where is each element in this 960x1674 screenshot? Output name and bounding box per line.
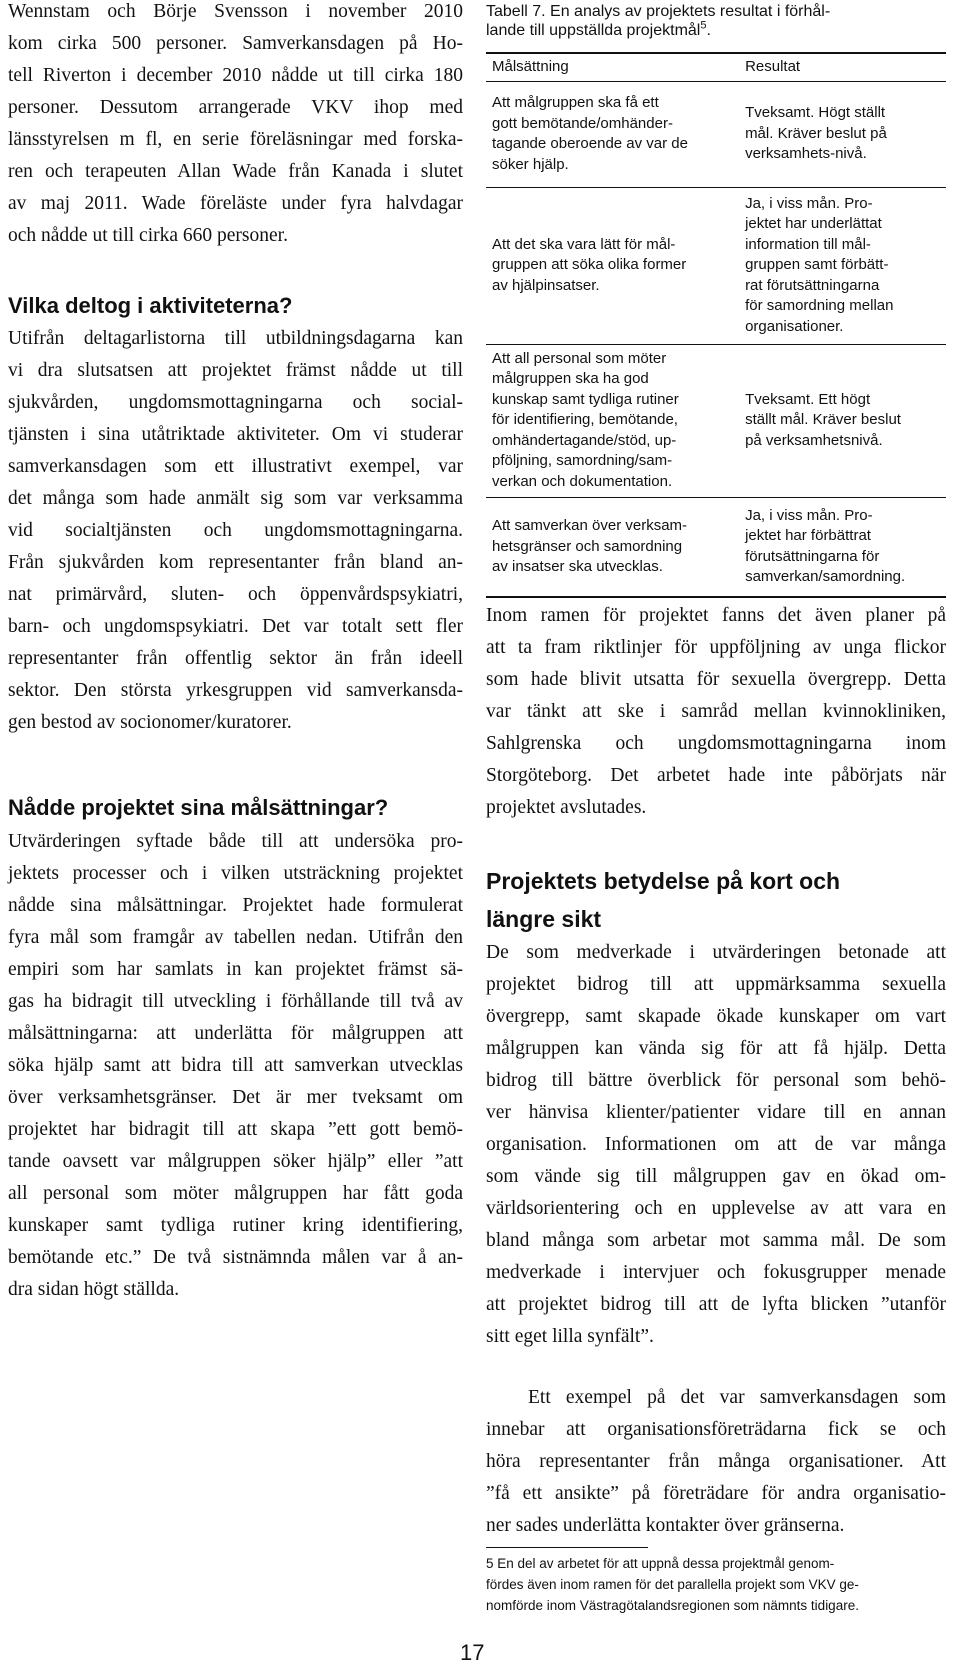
text-line: att ta fram riktlinjer för uppföljning av unga flickor bbox=[486, 637, 946, 658]
cell-line: Att all personal som möter bbox=[492, 349, 667, 367]
text-line: Utifrån deltagarlistorna till utbildningsdagarna kan bbox=[8, 328, 463, 349]
cell-line: Ja, i viss mån. Pro- bbox=[745, 506, 873, 524]
text-line: och nådde ut till cirka 660 personer. bbox=[8, 225, 288, 246]
cell-line: kunskap samt tydliga rutiner bbox=[492, 390, 679, 408]
cell-line: verkan och dokumentation. bbox=[492, 472, 673, 490]
cell-line: Tveksamt. Högt ställt bbox=[745, 104, 886, 122]
text-line: vi dra slutsatsen att projektet främst nådde ut till bbox=[8, 360, 463, 381]
text-line: vid socialtjänsten och ungdomsmottagningarna. bbox=[8, 520, 463, 541]
text-line: övergrepp, samt skapade ökade kunskaper om vart bbox=[486, 1006, 946, 1027]
cell-line: mål. Kräver beslut på bbox=[745, 124, 887, 142]
text-line: projektet bidrog till att uppmärksamma sexuella bbox=[486, 974, 946, 995]
cell-line: för identifiering, bemötande, bbox=[492, 411, 678, 429]
text-line: nådde sina målsättningar. Projektet hade formulerat bbox=[8, 895, 463, 916]
text-line: dra sidan högt ställda. bbox=[8, 1279, 180, 1300]
section-heading-participants: Vilka deltog i aktiviteterna? bbox=[8, 293, 293, 318]
cell-line: information till mål- bbox=[745, 235, 871, 253]
text-line: sjukvården, ungdomsmottagningarna och social- bbox=[8, 392, 463, 413]
text-line: höra representanter från många organisationer. Att bbox=[486, 1451, 946, 1472]
text-line: Utvärderingen syftade både till att undersöka pro- bbox=[8, 831, 463, 852]
goal-cell bbox=[486, 497, 739, 597]
participants-paragraph bbox=[8, 323, 463, 739]
table-row bbox=[486, 344, 946, 497]
text-line: ”få ett ansikte” på företrädare för andra organisatio- bbox=[486, 1483, 946, 1504]
impact-paragraph bbox=[486, 937, 946, 1353]
footnote-marker: 5 bbox=[700, 19, 707, 32]
cell-line: tagande oberoende av var de bbox=[492, 135, 688, 152]
cell-line: Att samverkan över verksam- bbox=[492, 517, 688, 534]
result-cell bbox=[739, 344, 946, 497]
cell-line: på verksamhetsnivå. bbox=[745, 431, 883, 449]
text-line: Sahlgrenska och ungdomsmottagningarna inom bbox=[486, 733, 946, 754]
cell-line: jektet har underlättat bbox=[745, 215, 882, 233]
intro-paragraph bbox=[8, 0, 463, 252]
goal-cell bbox=[486, 344, 739, 497]
text-line: ren och terapeuten Allan Wade från Kanada i slutet bbox=[8, 161, 463, 182]
text-line: tande oavsett var målgruppen söker hjälp” eller ”att bbox=[8, 1151, 463, 1172]
caption-end: . bbox=[706, 22, 711, 39]
cell-line: ställt mål. Kräver beslut bbox=[745, 411, 901, 429]
text-line: Ett exempel på det var samverkansdagen som bbox=[528, 1387, 946, 1408]
text-line: personer. Dessutom arrangerade VKV ihop med bbox=[8, 97, 463, 118]
example-paragraph bbox=[486, 1382, 946, 1542]
heading-line: längre sikt bbox=[486, 906, 602, 932]
goals-paragraph bbox=[8, 826, 463, 1306]
footnote-line: 5 En del av arbetet för att uppnå dessa projektmål genom- bbox=[486, 1556, 835, 1571]
cell-line: söker hjälp. bbox=[492, 155, 569, 173]
text-line: representanter från offentlig sektor än från ideell bbox=[8, 648, 463, 669]
text-line: som hade blivit utsatta för sexuella övergrepp. Detta bbox=[486, 669, 946, 690]
result-cell bbox=[739, 187, 946, 344]
cell-line: gott bemötande/omhänder- bbox=[492, 114, 673, 132]
cell-line: målgruppen ska ha god bbox=[492, 370, 649, 388]
cell-line: Ja, i viss mån. Pro- bbox=[745, 194, 873, 212]
text-line: sektor. Den största yrkesgruppen vid samverkansda- bbox=[8, 680, 463, 701]
text-line: Inom ramen för projektet fanns det även planer på bbox=[486, 605, 946, 626]
guidelines-paragraph bbox=[486, 600, 946, 824]
footnote-divider bbox=[486, 1547, 648, 1548]
caption-line: Tabell 7. En analys av projektets resultat i förhål- bbox=[486, 3, 831, 20]
text-line: tjänsten i sina utåtriktade aktiviteter. Om vi studerar bbox=[8, 424, 463, 445]
text-line: av maj 2011. Wade föreläste under fyra halvdagar bbox=[8, 193, 463, 214]
footnote-line: nomförde inom Västragötalandsregionen som nämnts tidigare. bbox=[486, 1598, 859, 1613]
table-row bbox=[486, 187, 946, 344]
text-line: över verksamhetsgränser. Det är mer tveksamt om bbox=[8, 1087, 463, 1108]
text-line: nat primärvård, sluten- och öppenvårdspsykiatri, bbox=[8, 584, 463, 605]
text-line: Storgöteborg. Det arbetet hade inte påbörjats när bbox=[486, 765, 946, 786]
text-line: Från sjukvården kom representanter från bland an- bbox=[8, 552, 463, 573]
text-line: samverkansdagen som ett illustrativt exempel, var bbox=[8, 456, 463, 477]
text-line: kunskaper samt tydliga rutiner kring identifiering, bbox=[8, 1215, 463, 1236]
goals-results-table bbox=[486, 52, 946, 598]
text-line: fyra mål som framgår av tabellen nedan. Utifrån den bbox=[8, 927, 463, 948]
text-line: som vände sig till målgruppen gav en ökad om- bbox=[486, 1166, 946, 1187]
text-line: kom cirka 500 personer. Samverkansdagen på Ho- bbox=[8, 33, 463, 54]
text-line: De som medverkade i utvärderingen betonade att bbox=[486, 942, 946, 963]
section-heading-goals: Nådde projektet sina målsättningar? bbox=[8, 795, 389, 820]
text-line: all personal som möter målgruppen har fått goda bbox=[8, 1183, 463, 1204]
cell-line: pföljning, samordning/sam- bbox=[492, 452, 673, 470]
cell-line: för samordning mellan bbox=[745, 297, 894, 315]
text-line: bemötande etc.” De två sistnämnda målen var å an- bbox=[8, 1247, 463, 1268]
cell-line: rat förutsättningarna bbox=[745, 276, 880, 294]
table-caption bbox=[486, 2, 946, 40]
text-line: medverkade i intervjuer och fokusgrupper menade bbox=[486, 1262, 946, 1283]
cell-line: av insatser ska utvecklas. bbox=[492, 558, 663, 575]
text-line: världsorientering och en upplevelse av att vara en bbox=[486, 1198, 946, 1219]
text-line: barn- och ungdomspsykiatri. Det var totalt sett fler bbox=[8, 616, 463, 637]
text-line: sitt eget lilla synfält”. bbox=[486, 1326, 654, 1347]
cell-line: Tveksamt. Ett högt bbox=[745, 390, 871, 408]
cell-line: samverkan/samordning. bbox=[745, 568, 906, 586]
table-header-row bbox=[486, 53, 946, 81]
footnote-line: fördes även inom ramen för det parallella projekt som VKV ge- bbox=[486, 1577, 859, 1592]
cell-line: verksamhets-nivå. bbox=[745, 145, 867, 163]
text-line: tell Riverton i december 2010 nådde ut till cirka 180 bbox=[8, 65, 463, 86]
text-line: projektet har bidragit till att skapa ”ett gott bemö- bbox=[8, 1119, 463, 1140]
goal-cell bbox=[486, 81, 739, 187]
text-line: bidrog till bättre överblick för personal som behö- bbox=[486, 1070, 946, 1091]
section-heading-impact bbox=[486, 862, 946, 938]
text-line: att projektet bidrog till att de lyfta blicken ”utanför bbox=[486, 1294, 946, 1315]
text-line: ner sades underlätta kontakter över gränserna. bbox=[486, 1515, 845, 1536]
cell-line: gruppen samt förbätt- bbox=[745, 256, 889, 274]
column-header-goal: Målsättning bbox=[486, 53, 739, 81]
cell-line: hetsgränser och samordning bbox=[492, 537, 683, 555]
text-line: var tänkt att ske i samråd mellan kvinnokliniken, bbox=[486, 701, 946, 722]
cell-line: gruppen att söka olika former bbox=[492, 256, 687, 274]
cell-line: Att det ska vara lätt för mål- bbox=[492, 235, 676, 253]
text-line: det många som hade anmält sig som var verksamma bbox=[8, 488, 463, 509]
page-number: 17 bbox=[460, 1640, 485, 1665]
text-line: bland många som arbetar mot samma mål. De som bbox=[486, 1230, 946, 1251]
cell-line: förutsättningarna för bbox=[745, 547, 880, 565]
result-cell bbox=[739, 81, 946, 187]
text-line: gas ha bidragit till utveckling i förhållande till två av bbox=[8, 991, 463, 1012]
text-line: målgruppen kan vända sig för att få hjälp. Detta bbox=[486, 1038, 946, 1059]
table-row bbox=[486, 497, 946, 597]
text-line: innebar att organisationsföreträdarna fick se och bbox=[486, 1419, 946, 1440]
cell-line: Att målgruppen ska få ett bbox=[492, 94, 659, 111]
text-line: jektets processer och i vilken utsträckning projektet bbox=[8, 863, 463, 884]
text-line: söka hjälp samt att bidra till att samverkan utvecklas bbox=[8, 1055, 463, 1076]
text-line: länsstyrelsen m fl, en serie föreläsningar med forska- bbox=[8, 129, 463, 150]
text-line: organisation. Informationen om att de var många bbox=[486, 1134, 946, 1155]
cell-line: jektet har förbättrat bbox=[745, 527, 871, 545]
cell-line: omhändertagande/stöd, up- bbox=[492, 431, 677, 449]
cell-line: organisationer. bbox=[745, 317, 844, 335]
text-line: gen bestod av socionomer/kuratorer. bbox=[8, 712, 292, 733]
column-header-result: Resultat bbox=[739, 53, 946, 81]
goal-cell bbox=[486, 187, 739, 344]
text-line: empiri som har samlats in kan projektet främst sä- bbox=[8, 959, 463, 980]
footnote bbox=[486, 1553, 946, 1616]
result-cell bbox=[739, 497, 946, 597]
text-line: ver hänvisa klienter/patienter vidare till en annan bbox=[486, 1102, 946, 1123]
text-line: projektet avslutades. bbox=[486, 797, 647, 818]
caption-line: lande till uppställda projektmål bbox=[486, 22, 701, 39]
heading-line: Projektets betydelse på kort och bbox=[486, 868, 841, 894]
text-line: Wennstam och Börje Svensson i november 2010 bbox=[8, 1, 463, 22]
cell-line: av hjälpinsatser. bbox=[492, 276, 600, 294]
text-line: målsättningarna: att underlätta för målgruppen att bbox=[8, 1023, 463, 1044]
table-row bbox=[486, 81, 946, 187]
